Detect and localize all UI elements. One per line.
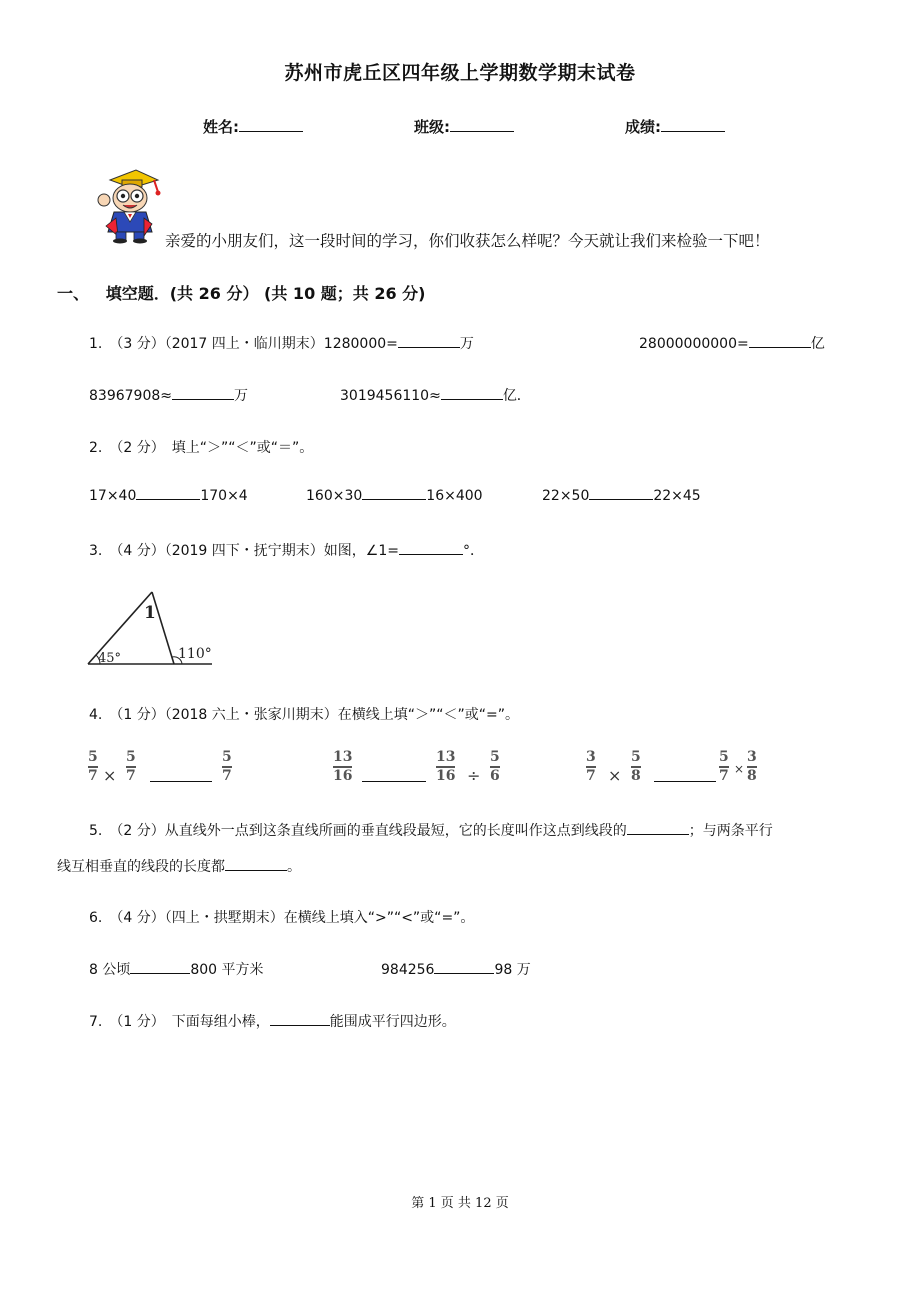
q7-blank[interactable] [270,1025,330,1026]
q1-blank-2[interactable] [749,347,811,348]
score-field [625,116,725,137]
score-blank[interactable] [661,131,725,132]
q5-blank-1[interactable] [627,834,689,835]
q4-fraction-1: 5 7 [88,749,98,784]
q1-expr-3: 83967908≈ [89,388,172,404]
q6-a-left: 8 公顷 [89,962,131,978]
q2-c-right: 22×45 [653,488,701,504]
question-4: 4. （1 分）（2018 六上・张家川期末）在横线上填“＞”“＜”或“=”。 [89,707,520,723]
q7-prefix: 7. （1 分） 下面每组小棒， [89,1014,270,1030]
q4-fraction-4: 13 16 [333,749,353,784]
angle-110-label: 110° [178,646,212,662]
q1-unit-2: 亿 [810,336,825,352]
name-field [203,116,303,137]
divide-sign: ÷ [467,766,481,785]
question-3 [89,540,484,560]
score-label: 成绩: [625,118,661,136]
q2-b-left: 160×30 [306,488,363,504]
q2-compare-b [306,488,483,504]
q4-fraction-7: 3 7 [586,749,596,784]
q2-blank-a[interactable] [136,499,200,500]
question-5-line-1 [89,820,773,840]
q6-blank-a[interactable] [130,973,190,974]
angle-45-label: 45° [98,651,122,666]
q4-blank-1[interactable] [150,767,212,782]
q1-blank-1[interactable] [398,347,460,348]
q2-blank-c[interactable] [589,499,653,500]
q1-expr-4: 3019456110≈ [340,388,441,404]
q1-unit-4: 亿． [502,388,531,404]
q2-b-right: 16×400 [426,488,483,504]
triangle-figure [86,586,216,670]
class-blank[interactable] [450,131,514,132]
q6-blank-b[interactable] [434,973,494,974]
question-6: 6. （4 分）（四上・拱墅期末）在横线上填入“>”“<”或“=”。 [89,910,475,926]
name-blank[interactable] [239,131,303,132]
question-1 [89,333,474,353]
class-label: 班级: [414,118,450,136]
q1-unit-1: 万 [459,336,474,352]
q4-fraction-5: 13 16 [436,749,456,784]
question-1-part-4 [340,385,531,405]
q1-blank-3[interactable] [172,399,234,400]
times-sign: × [103,766,117,785]
doctor-mascot-icon [92,166,166,244]
question-2: 2. （2 分） 填上“＞”“＜”或“＝”。 [89,440,314,456]
q5-text-2: 线互相垂直的线段的长度都 [57,859,225,875]
q1-blank-4[interactable] [441,399,503,400]
q5-text-1: 5. （2 分）从直线外一点到这条直线所画的垂直线段最短，它的长度叫作这点到线段的 [89,823,627,839]
section-title: 填空题．(共 26 分） [105,284,259,303]
q4-fraction-3: 5 7 [222,749,232,784]
q4-fraction-9: 5 7 [719,749,729,784]
section-heading [57,281,426,304]
question-1-part-3 [89,385,248,405]
q2-blank-b[interactable] [362,499,426,500]
q5-blank-2[interactable] [225,870,287,871]
question-5-line-2 [57,856,301,876]
times-sign-2: × [608,766,622,785]
q5-text-1-end: ；与两条平行 [688,823,773,839]
q6-b-right: 98 万 [494,962,531,978]
q6-b-left: 984256 [381,962,435,978]
q4-fraction-10: 3 8 [747,749,757,784]
q4-blank-2[interactable] [362,767,426,782]
q2-c-left: 22×50 [542,488,590,504]
q6-compare-b [381,959,531,979]
q3-suffix: °． [462,543,484,559]
q2-a-left: 17×40 [89,488,137,504]
page-footer: 第 1 页 共 12 页 [411,1196,509,1211]
question-1-part-2 [639,333,825,353]
angle-1-label: 1 [144,603,156,623]
q6-compare-a [89,959,264,979]
q1-unit-3: 万 [234,388,248,404]
name-label: 姓名: [203,118,239,136]
q1-expr-2: 28000000000= [639,336,749,352]
times-sign-3: × [734,762,745,776]
section-summary: (共 10 题；共 26 分) [264,284,426,303]
q4-fraction-2: 5 7 [126,749,136,784]
greeting-text: 亲爱的小朋友们，这一段时间的学习，你们收获怎么样呢？今天就让我们来检验一下吧！ [165,232,770,250]
q2-compare-a [89,488,248,504]
q2-a-right: 170×4 [200,488,248,504]
q4-fraction-6: 5 6 [490,749,500,784]
question-7 [89,1011,456,1031]
q3-prefix: 3. （4 分）（2019 四下・抚宁期末）如图，∠1= [89,543,399,559]
page-title: 苏州市虎丘区四年级上学期数学期末试卷 [284,62,636,84]
class-field [414,116,514,137]
q7-suffix: 能围成平行四边形。 [329,1014,456,1030]
section-number: 一、 [57,284,90,303]
q2-compare-c [542,488,701,504]
q4-fraction-8: 5 8 [631,749,641,784]
q4-blank-3[interactable] [654,767,716,782]
q5-text-2-end: 。 [287,859,301,875]
q1-prefix: 1. （3 分）（2017 四上・临川期末）1280000= [89,336,398,352]
q3-blank[interactable] [399,554,463,555]
q6-a-right: 800 平方米 [190,962,264,978]
